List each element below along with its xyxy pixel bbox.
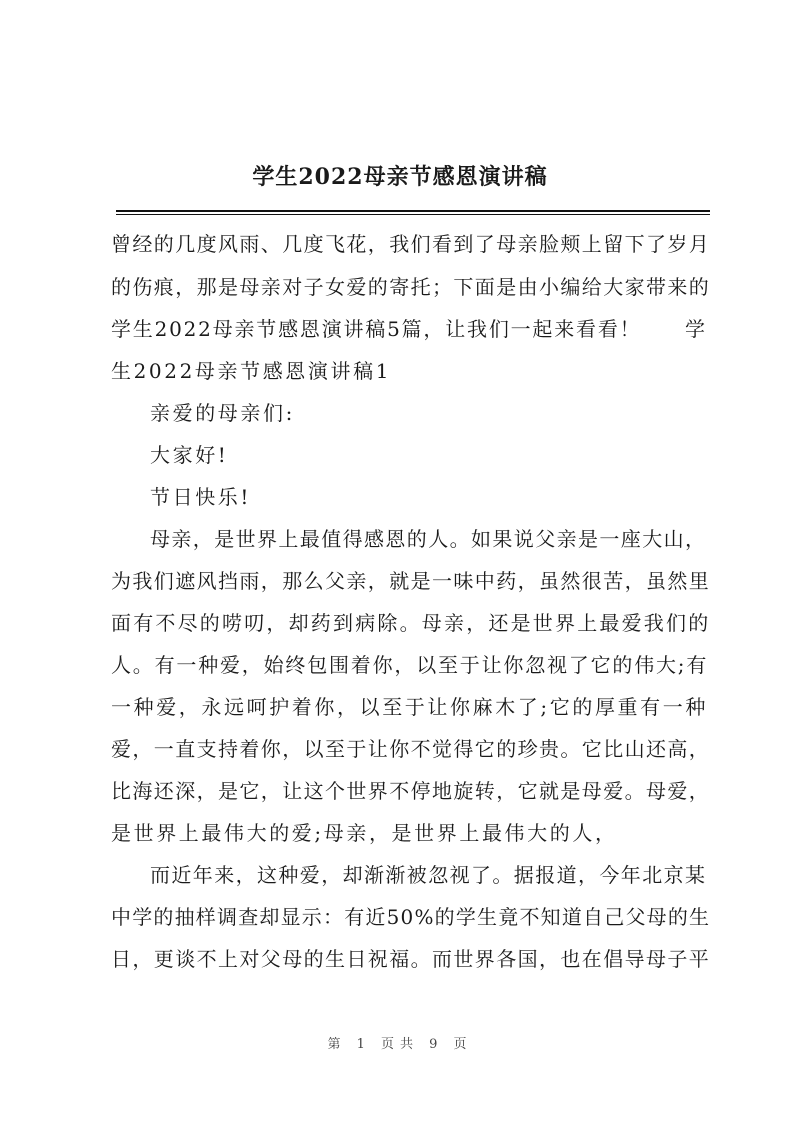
body-line: 生2022母亲节感恩演讲稿1: [111, 359, 392, 383]
body-line: 比海还深，是它，让这个世界不停地旋转，它就是母爱。母爱，: [111, 779, 711, 803]
body-line: 日，更谈不上对父母的生日祝福。而世界各国，也在倡导母子平: [111, 947, 711, 971]
body-line: 母亲，是世界上最值得感恩的人。如果说父亲是一座大山，: [150, 527, 707, 551]
page-number-footer: 第 1 页共 9 页: [327, 1037, 473, 1052]
body-line: 节日快乐!: [150, 485, 252, 509]
body-line: 大家好!: [150, 443, 229, 467]
document-title: 学生2022母亲节感恩演讲稿: [252, 164, 548, 190]
body-line: 爱，一直支持着你，以至于让你不觉得它的珍贵。它比山还高，: [111, 737, 711, 761]
body-line: 中学的抽样调查却显示：有近50%的学生竟不知道自己父母的生: [111, 905, 711, 929]
body-line: 为我们遮风挡雨，那么父亲，就是一味中药，虽然很苦，虽然里: [111, 569, 711, 593]
body-line: 面有不尽的唠叨，却药到病除。母亲，还是世界上最爱我们的: [111, 611, 711, 635]
body-line: 一种爱，永远呵护着你，以至于让你麻木了;它的厚重有一种: [111, 695, 708, 719]
body-line: 亲爱的母亲们:: [150, 401, 295, 425]
title-rule-thin: [116, 214, 710, 215]
body-line: 人。有一种爱，始终包围着你，以至于让你忽视了它的伟大;有: [111, 653, 709, 677]
body-line: 的伤痕，那是母亲对子女爱的寄托；下面是由小编给大家带来的: [111, 275, 711, 299]
body-line: 是世界上最伟大的爱;母亲，是世界上最伟大的人，: [111, 821, 618, 845]
title-rule-thick: [116, 210, 710, 212]
body-line: 学生2022母亲节感恩演讲稿5篇，让我们一起来看看！ 学: [111, 317, 707, 341]
body-line: 而近年来，这种爱，却渐渐被忽视了。据报道，今年北京某: [150, 863, 707, 887]
body-line: 曾经的几度风雨、几度飞花，我们看到了母亲脸颊上留下了岁月: [111, 232, 711, 256]
